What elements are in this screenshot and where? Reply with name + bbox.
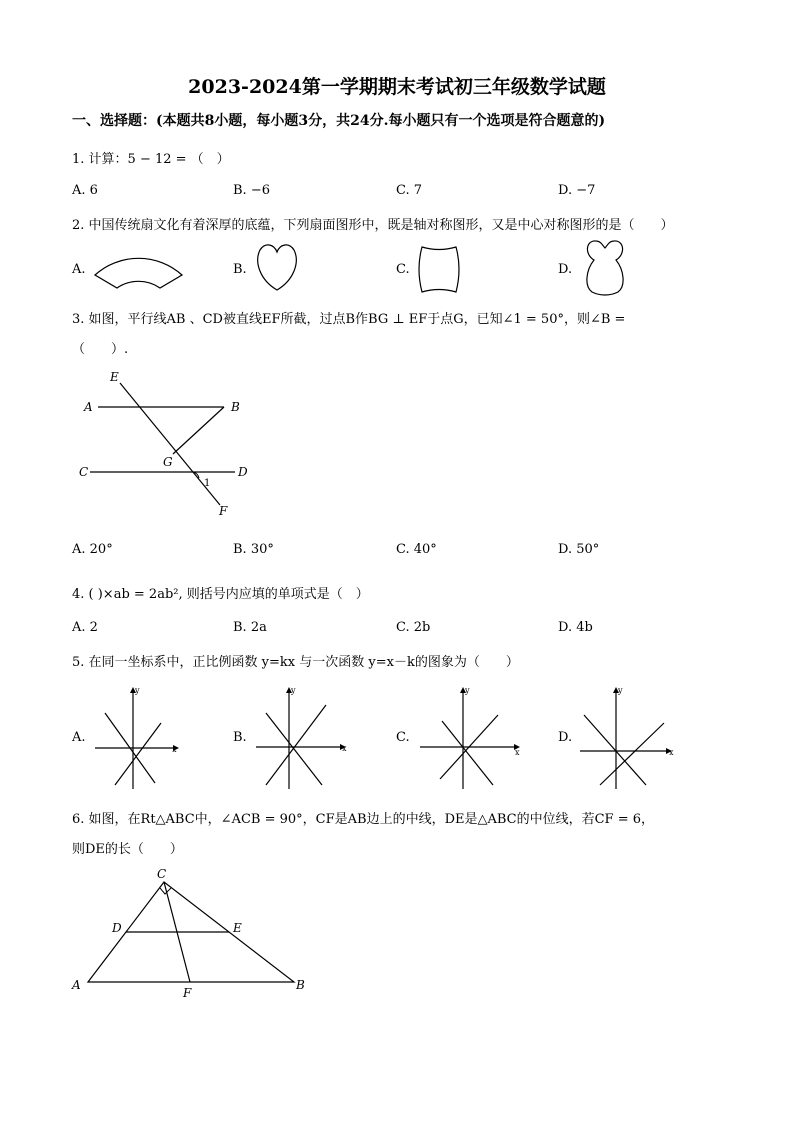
question-1-option-c[interactable]: C. 7 [396, 183, 423, 198]
question-3-option-b[interactable]: B. 30° [233, 542, 274, 557]
graph-c [418, 685, 523, 791]
question-6-stem-line2: 则DE的长（ ） [72, 842, 183, 857]
label-e: E [110, 370, 119, 384]
label-g: G [163, 455, 173, 469]
label-f: F [219, 504, 228, 518]
label-a: A [72, 978, 81, 992]
label-b: B [296, 978, 305, 992]
fan-shape-b [252, 242, 302, 294]
axis-y-b: y [291, 686, 296, 695]
question-5-option-b[interactable]: B. [233, 730, 247, 745]
page-title: 2023-2024第一学期期末考试初三年级数学试题 [188, 76, 606, 98]
label-e: E [233, 921, 242, 935]
fan-shape-d [580, 238, 630, 298]
question-2-option-a[interactable]: A. [72, 262, 86, 277]
question-3-stem-line2: （ ）. [72, 342, 129, 357]
label-c: C [79, 465, 89, 479]
question-4-option-d[interactable]: D. 4b [558, 620, 593, 635]
question-1-stem: 1. 计算：5 − 12 = （ ） [72, 152, 230, 167]
axis-y-c: y [465, 686, 470, 695]
axis-y-d: y [618, 686, 623, 695]
question-2-option-c[interactable]: C. [396, 262, 410, 277]
question-6-stem-line1: 6. 如图，在Rt△ABC中，∠ACB = 90°，CF是AB边上的中线，DE是△ABC的中位线，若CF = 6， [72, 812, 654, 827]
question-5-option-c[interactable]: C. [396, 730, 410, 745]
section-heading: 一、选择题：(本题共8小题，每小题3分，共24分.每小题只有一个选项是符合题意的) [72, 113, 606, 129]
fan-shape-c [414, 244, 464, 296]
label-b: B [231, 400, 240, 414]
graph-b [254, 685, 349, 791]
question-4-stem: 4. ( )×ab = 2ab², 则括号内应填的单项式是（ ） [72, 587, 369, 602]
question-2-option-d[interactable]: D. [558, 262, 573, 277]
question-3-option-a[interactable]: A. 20° [72, 542, 113, 557]
question-4-option-c[interactable]: C. 2b [396, 620, 431, 635]
question-5-stem: 5. 在同一坐标系中，正比例函数 y=kx 与一次函数 y=x－k的图象为（ ） [72, 655, 519, 670]
fan-shape-a [90, 240, 190, 290]
question-3-option-d[interactable]: D. 50° [558, 542, 600, 557]
graph-d [578, 685, 678, 791]
axis-y-a: y [135, 686, 140, 695]
question-6-figure [68, 862, 318, 1002]
label-c: C [157, 867, 167, 881]
axis-x-c: x [515, 748, 520, 757]
question-5-option-a[interactable]: A. [72, 730, 86, 745]
question-4-option-a[interactable]: A. 2 [72, 620, 98, 635]
axis-x-b: x [342, 744, 347, 753]
graph-a [93, 685, 183, 791]
label-d: D [238, 465, 248, 479]
question-1-option-d[interactable]: D. −7 [558, 183, 596, 198]
label-f: F [183, 986, 192, 1000]
question-3-figure [70, 365, 260, 525]
label-d: D [112, 921, 122, 935]
question-3-option-c[interactable]: C. 40° [396, 542, 437, 557]
question-1-option-b[interactable]: B. −6 [233, 183, 270, 198]
question-3-stem-line1: 3. 如图，平行线AB 、CD被直线EF所截，过点B作BG ⊥ EF于点G，已知∠1 = 50°，则∠B = [72, 312, 626, 327]
question-2-option-b[interactable]: B. [233, 262, 247, 277]
question-1-option-a[interactable]: A. 6 [72, 183, 98, 198]
label-angle-1: 1 [204, 478, 211, 489]
axis-x-d: x [669, 748, 674, 757]
label-a: A [84, 400, 93, 414]
axis-x-a: x [172, 745, 177, 754]
question-4-option-b[interactable]: B. 2a [233, 620, 267, 635]
question-2-stem: 2. 中国传统扇文化有着深厚的底蕴，下列扇面图形中，既是轴对称图形，又是中心对称图形的是（ ） [72, 218, 674, 233]
question-5-option-d[interactable]: D. [558, 730, 573, 745]
